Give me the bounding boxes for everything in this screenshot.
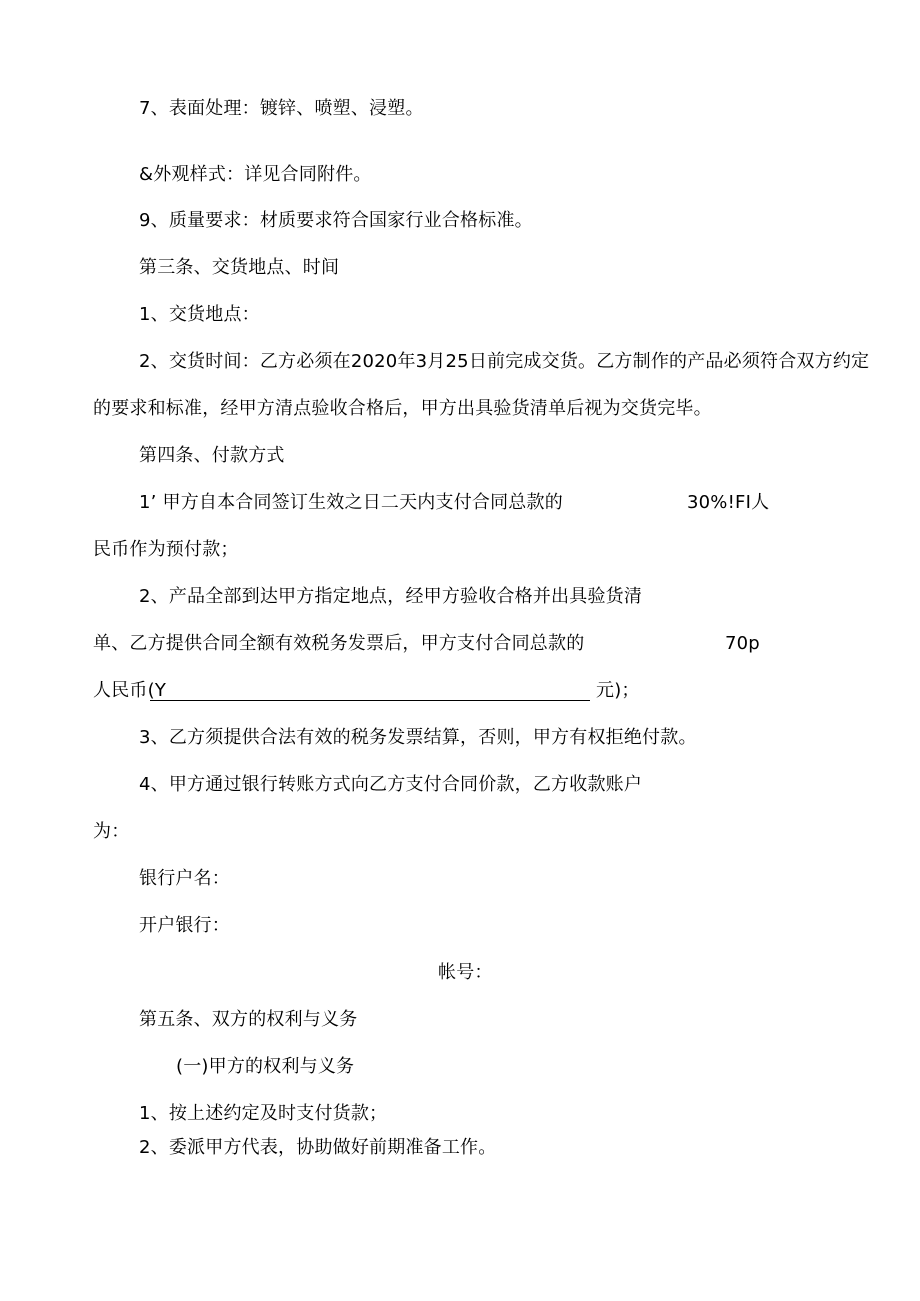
text-line: 7、表面处理：镀锌、喷塑、浸塑。 xyxy=(139,98,424,119)
subsection-heading: (一)甲方的权利与义务 xyxy=(176,1056,355,1077)
bank-branch-label: 开户银行： xyxy=(139,915,230,936)
text-line: 2、交货时间：乙方必须在2020年3月25日前完成交货。乙方制作的产品必须符合双方约定 xyxy=(139,351,870,372)
text-line: 4、甲方通过银行转账方式向乙方支付合同价款，乙方收款账户 xyxy=(139,774,643,795)
account-number-label: 帐号： xyxy=(438,962,493,983)
text-line: 的要求和标准，经甲方清点验收合格后，甲方出具验货清单后视为交货完毕。 xyxy=(93,398,712,419)
amount-blank-underline xyxy=(150,700,590,701)
text-line: 人民币(Y xyxy=(93,680,167,701)
text-line: 元)； xyxy=(596,680,640,701)
text-line: 70p xyxy=(725,633,760,654)
text-line: 30%!FI人 xyxy=(687,492,770,513)
section-heading: 第三条、交货地点、时间 xyxy=(139,257,340,278)
text-line: 民币作为预付款； xyxy=(93,539,239,560)
bank-name-label: 银行户名： xyxy=(139,868,230,889)
text-line: 1、按上述约定及时支付货款； xyxy=(139,1103,388,1124)
text-line: 单、乙方提供合同全额有效税务发票后，甲方支付合同总款的 xyxy=(93,633,585,654)
section-heading: 第四条、付款方式 xyxy=(139,445,285,466)
text-line: 2、产品全部到达甲方指定地点，经甲方验收合格并出具验货清 xyxy=(139,586,643,607)
text-line: 为： xyxy=(93,821,130,842)
text-line: 9、质量要求：材质要求符合国家行业合格标准。 xyxy=(139,210,533,231)
section-heading: 第五条、双方的权利与义务 xyxy=(139,1009,358,1030)
text-line: 1、交货地点： xyxy=(139,304,260,325)
text-line: 2、委派甲方代表，协助做好前期准备工作。 xyxy=(139,1137,497,1158)
text-line: &外观样式：详见合同附件。 xyxy=(139,164,372,185)
text-line: 1’ 甲方自本合同签订生效之日二天内支付合同总款的 xyxy=(139,492,563,513)
text-line: 3、乙方须提供合法有效的税务发票结算，否则，甲方有权拒绝付款。 xyxy=(139,727,697,748)
